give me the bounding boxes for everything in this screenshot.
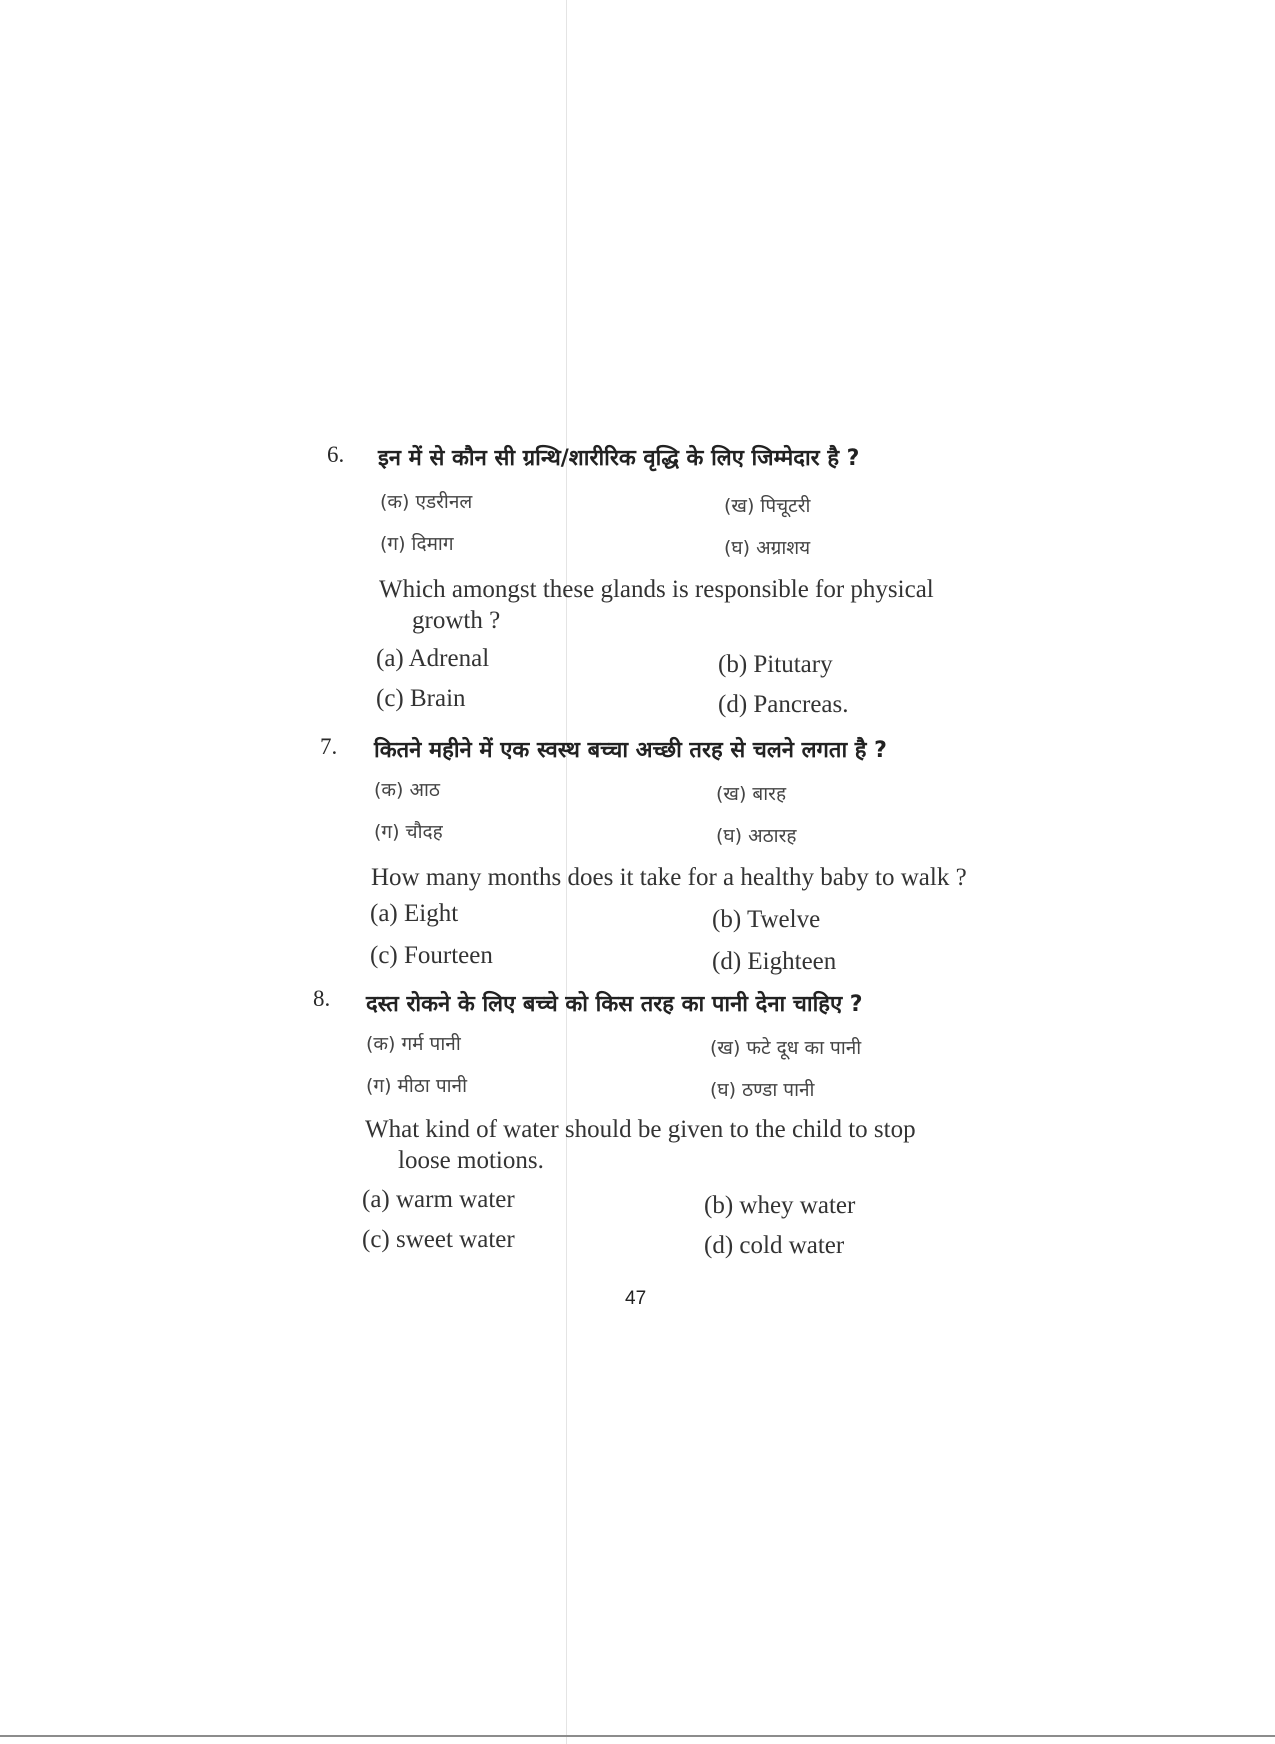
option-d-english: (d) cold water [704,1232,845,1259]
question-text-english: What kind of water should be given to the child to stop loose motions. [365,1116,916,1174]
option-ka-hindi: (क) एडरीनल [380,491,473,513]
option-b-english: (b) Twelve [712,906,821,933]
option-d-english: (d) Pancreas. [718,691,849,718]
option-d-english: (d) Eighteen [712,948,837,975]
option-c-english: (c) Fourteen [370,942,493,969]
option-kha-hindi: (ख) बारह [716,783,787,805]
page-number: 47 [625,1288,647,1309]
question-text-english: How many months does it take for a healthy baby to walk ? [371,864,967,891]
option-ga-hindi: (ग) मीठा पानी [366,1075,468,1097]
option-kha-hindi: (ख) फटे दूध का पानी [710,1037,862,1059]
option-ga-hindi: (ग) चौदह [374,821,443,843]
option-b-english: (b) whey water [704,1192,856,1219]
option-a-english: (a) warm water [362,1186,515,1213]
question-text-hindi: दस्त रोकने के लिए बच्चे को किस तरह का पानी देना चाहिए ? [366,992,863,1017]
option-kha-hindi: (ख) पिचूटरी [724,495,811,517]
question-text-hindi: कितने महीने में एक स्वस्थ बच्चा अच्छी तरह से चलने लगता है ? [374,738,887,763]
option-b-english: (b) Pitutary [718,651,833,678]
question-text-english: Which amongst these glands is responsible for physical growth ? [379,576,934,634]
question-number: 8. [313,986,331,1011]
option-c-english: (c) sweet water [362,1226,515,1253]
option-gha-hindi: (घ) अग्राशय [724,537,811,559]
question-text-hindi: इन में से कौन सी ग्रन्थि/शारीरिक वृद्धि के लिए जिम्मेदार है ? [378,446,860,471]
bottom-rule [0,1735,1275,1737]
option-gha-hindi: (घ) अठारह [716,825,797,847]
option-ga-hindi: (ग) दिमाग [380,533,454,555]
option-gha-hindi: (घ) ठण्डा पानी [710,1079,815,1101]
option-a-english: (a) Adrenal [376,645,490,672]
question-number: 7. [320,734,338,759]
option-ka-hindi: (क) आठ [374,779,440,801]
option-ka-hindi: (क) गर्म पानी [366,1033,461,1055]
question-number: 6. [327,442,345,467]
option-a-english: (a) Eight [370,900,459,927]
option-c-english: (c) Brain [376,685,466,712]
